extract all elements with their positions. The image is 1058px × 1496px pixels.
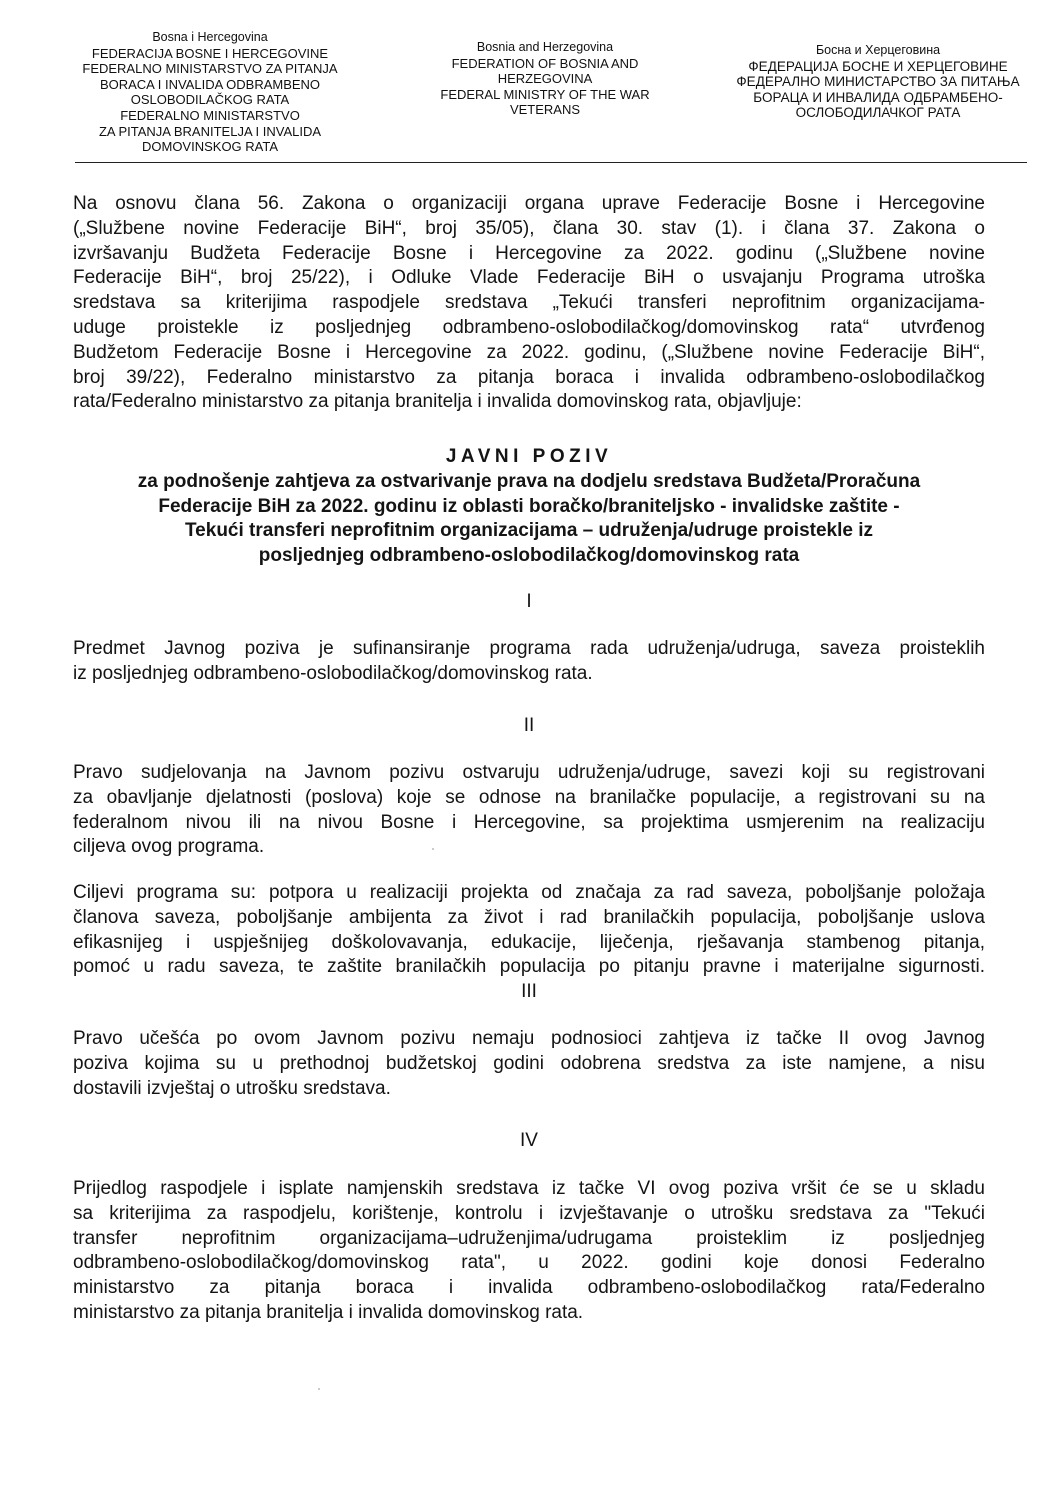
section-2-paragraph-2 bbox=[73, 881, 985, 980]
section-3-paragraph bbox=[73, 1027, 985, 1101]
text-line: sredstava sa kriterijima raspodjele sredstava „Tekući transferi neprofitnim organizacijama- bbox=[73, 292, 985, 314]
scan-speck bbox=[432, 848, 434, 850]
text-line: federalnom nivou ili na nivou Bosne i Hercegovine, sa projektima usmjerenim na realizaciju bbox=[73, 811, 985, 833]
text-line: transfer neprofitnim organizacijama–udruženjima/udrugama proisteklim iz posljednjeg bbox=[73, 1227, 985, 1249]
text-line: odbrambeno-oslobodilačkog/domovinskog rata", u 2022. godini koje donosi Federalno bbox=[73, 1252, 985, 1274]
section-2-paragraph-1 bbox=[73, 761, 985, 860]
text-line: („Službene novine Federacije BiH“, broj 35/05), člana 30. stav (1). i člana 37. Zakona o bbox=[73, 217, 985, 239]
text-line: Ciljevi programa su: potpora u realizaciji projekta od značaja za rad saveza, poboljšanje položaja bbox=[73, 882, 985, 903]
text-line: poziva kojima su u prethodnoj budžetskoj godini odobrena sredstva za iste namjene, a nisu bbox=[73, 1052, 985, 1074]
letterhead-line: BORACA I INVALIDA ODBRAMBENO bbox=[99, 76, 321, 92]
text-line: uduge proistekle iz posljednjeg odbrambeno-oslobodilačkog/domovinskog rata“ utvrđenog bbox=[73, 316, 985, 338]
section-4-paragraph bbox=[73, 1177, 985, 1326]
section-numeral-1: I bbox=[526, 591, 532, 612]
text-line: rata/Federalno ministarstvo za pitanja branitelja i invalida domovinskog rata, objavljuje: bbox=[73, 391, 802, 413]
letterhead-line: ZA PITANJA BRANITELJA I INVALIDA bbox=[98, 123, 322, 139]
header-divider-right bbox=[395, 162, 1027, 163]
letterhead-line: ОСЛОБОДИЛАЧКОГ РАТА bbox=[795, 105, 961, 121]
letterhead-line: ФЕДЕРАЛНО МИНИСТАРСТВО ЗА ПИТАЊА bbox=[736, 74, 1020, 90]
letterhead-line: БОРАЦА И ИНВАЛИДА ОДБРАМБЕНО- bbox=[753, 89, 1003, 105]
section-numeral-4: IV bbox=[520, 1130, 538, 1151]
text-line: ciljeva ovog programa. bbox=[73, 836, 265, 858]
text-line: Budžetom Federacije Bosne i Hercegovine za 2022. godinu, („Službene novine Federacije BiH“, bbox=[73, 341, 985, 363]
title-subtitle-line: posljednjeg odbrambeno-oslobodilačkog/domovinskog rata bbox=[258, 545, 800, 567]
letterhead-line: FEDERALNO MINISTARSTVO bbox=[120, 107, 300, 123]
header-divider-left bbox=[75, 162, 395, 163]
letterhead-line: FEDERACIJA BOSNE I HERCEGOVINE bbox=[91, 45, 329, 61]
letterhead bbox=[0, 0, 1058, 170]
letterhead-line: Bosnia and Herzegovina bbox=[476, 40, 614, 54]
letterhead-line: DOMOVINSKOG RATA bbox=[141, 139, 279, 155]
text-line: ministarstvo za pitanja branitelja i invalida domovinskog rata. bbox=[73, 1301, 584, 1323]
letterhead-line: VETERANS bbox=[509, 102, 581, 118]
text-line: broj 39/22), Federalno ministarstvo za pitanja boraca i invalida odbrambeno-oslobodilačkog bbox=[73, 366, 985, 388]
text-line: za obavljanje djelatnosti (poslova) koje se odnose na branilačke populacije, a registrovani su na bbox=[73, 786, 985, 808]
section-1-paragraph bbox=[73, 637, 985, 687]
text-line: Na osnovu člana 56. Zakona o organizaciji organa uprave Federacije Bosne i Hercegovine bbox=[73, 193, 985, 214]
text-line: Pravo učešća po ovom Javnom pozivu nemaju podnosioci zahtjeva iz tačke II ovog Javnog bbox=[73, 1028, 985, 1049]
text-line: izvršavanju Budžeta Federacije Bosne i Hercegovine za 2022. godinu („Službene novine bbox=[73, 242, 985, 264]
title-heading: JAVNI POZIV bbox=[445, 446, 613, 467]
text-line: Predmet Javnog poziva je sufinansiranje programa rada udruženja/udruga, saveza proisteklih bbox=[73, 638, 985, 659]
text-line: članova saveza, poboljšanje ambijenta za život i rad branilačkih populacija, poboljšanje uslova bbox=[73, 906, 985, 928]
text-line: dostavili izvještaj o utrošku sredstava. bbox=[73, 1077, 391, 1099]
text-line: sa kriterijima za raspodjelu, korištenje, kontrolu i izvještavanje o utrošku sredstava za "Tekući bbox=[73, 1202, 985, 1224]
title-subtitle-line: Federacije BiH za 2022. godinu iz oblasti boračko/braniteljsko - invalidske zaštite - bbox=[158, 495, 900, 517]
letterhead-line: ФЕДЕРАЦИЈА БОСНЕ И ХЕРЦЕГОВИНЕ bbox=[748, 58, 1008, 74]
letterhead-bosnian-croatian bbox=[60, 30, 360, 155]
section-numeral-2: II bbox=[523, 715, 535, 736]
letterhead-line: HERZEGOVINA bbox=[497, 71, 593, 87]
text-line: ministarstvo za pitanja boraca i invalida odbrambeno-oslobodilačkog rata/Federalno bbox=[73, 1277, 985, 1299]
text-line: iz posljednjeg odbrambeno-oslobodilačkog/domovinskog rata. bbox=[73, 662, 593, 684]
scan-speck bbox=[318, 1388, 320, 1390]
letterhead-serbian-cyrillic bbox=[718, 43, 1038, 121]
letterhead-english bbox=[395, 40, 695, 118]
letterhead-line: OSLOBODILAČKOG RATA bbox=[130, 92, 290, 108]
text-line: efikasnijeg i uspješnijeg doškolovavanja, edukacije, liječenja, rješavanja stambenog pitanja, bbox=[73, 931, 985, 953]
letterhead-line: FEDERAL MINISTRY OF THE WAR bbox=[440, 86, 650, 102]
preamble-paragraph bbox=[73, 192, 985, 415]
letterhead-line: FEDERALNO MINISTARSTVO ZA PITANJA bbox=[82, 61, 338, 77]
text-line: pomoć u radu saveza, te zaštite branilačkih populacija po pitanju pravne i materijalne sigurnosti. bbox=[73, 956, 985, 978]
letterhead-line: Босна и Херцеговина bbox=[815, 43, 941, 57]
text-line: Federacije BiH“, broj 25/22), i Odluke Vlade Federacije BiH o usvajanju Programa utroška bbox=[73, 267, 985, 289]
letterhead-line: Bosna i Hercegovina bbox=[152, 30, 268, 44]
text-line: Pravo sudjelovanja na Javnom pozivu ostvaruju udruženja/udruge, savezi koji su registrovani bbox=[73, 762, 985, 783]
text-line: Prijedlog raspodjele i isplate namjenskih sredstava iz tačke VI ovog poziva vršit će se u skladu bbox=[73, 1178, 985, 1199]
letterhead-line: FEDERATION OF BOSNIA AND bbox=[451, 55, 639, 71]
document-title bbox=[73, 445, 985, 569]
title-subtitle-line: Tekući transferi neprofitnim organizacijama – udruženja/udruge proistekle iz bbox=[184, 520, 874, 542]
section-numeral-3: III bbox=[521, 981, 537, 1002]
title-subtitle-line: za podnošenje zahtjeva za ostvarivanje prava na dodjelu sredstava Budžeta/Proračuna bbox=[137, 470, 921, 492]
